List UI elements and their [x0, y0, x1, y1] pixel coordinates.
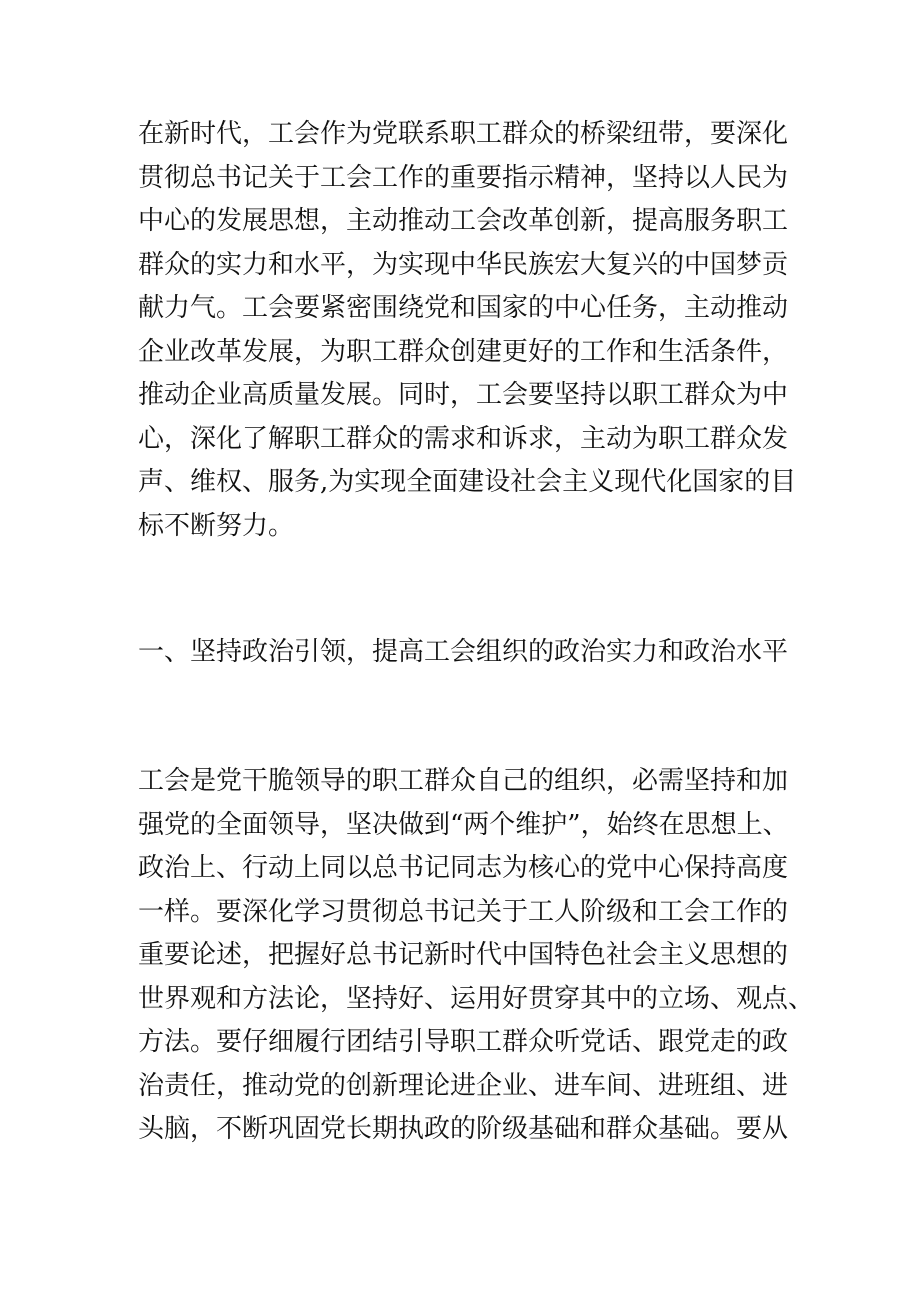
text-line: 中心的发展思想，主动推动工会改革创新，提高服务职工	[138, 206, 789, 236]
text-line: 治责任，推动党的创新理论进企业、进车间、进班组、进	[138, 1070, 789, 1101]
text-line: 声、维权、服务,为实现全面建设社会主义现代化国家的目	[138, 467, 797, 497]
text-line: 贯彻总书记关于工会工作的重要指示精神，坚持以人民为	[138, 162, 789, 193]
text-line: 献力气。工会要紧密围绕党和国家的中心任务，主动推动	[138, 293, 789, 323]
text-line: 标不断努力。	[138, 510, 295, 541]
text-line: 企业改革发展，为职工群众创建更好的工作和生活条件，	[138, 336, 789, 367]
text-line: 政治上、行动上同以总书记同志为核心的党中心保持高度	[138, 853, 789, 883]
text-line: 群众的实力和水平，为实现中华民族宏大复兴的中国梦贡	[138, 249, 789, 280]
paragraph-political-leadership	[138, 760, 815, 1152]
text-line: 头脑，不断巩固党长期执政的阶级基础和群众基础。要从	[138, 1114, 789, 1144]
text-line: 心，深化了解职工群众的需求和诉求，主动为职工群众发	[138, 423, 789, 454]
section-heading-text: 一、坚持政治引领，提高工会组织的政治实力和政治水平	[138, 637, 789, 667]
text-line: 工会是党干脆领导的职工群众自己的组织，必需坚持和加	[138, 766, 789, 796]
text-line: 世界观和方法论，坚持好、运用好贯穿其中的立场、观点、	[138, 983, 815, 1014]
text-line: 在新时代，工会作为党联系职工群众的桥梁纽带，要深化	[138, 119, 789, 149]
text-line: 方法。要仔细履行团结引导职工群众听党话、跟党走的政	[138, 1027, 789, 1057]
text-line: 强党的全面领导，坚决做到“两个维护”，始终在思想上、	[138, 809, 789, 840]
text-line: 推动企业高质量发展。同时，工会要坚持以职工群众为中	[138, 380, 789, 410]
text-line: 重要论述，把握好总书记新时代中国特色社会主义思想的	[138, 940, 789, 970]
text-line: 一样。要深化学习贯彻总书记关于工人阶级和工会工作的	[138, 896, 789, 927]
paragraph-introduction	[138, 113, 798, 548]
section-heading	[138, 631, 798, 675]
